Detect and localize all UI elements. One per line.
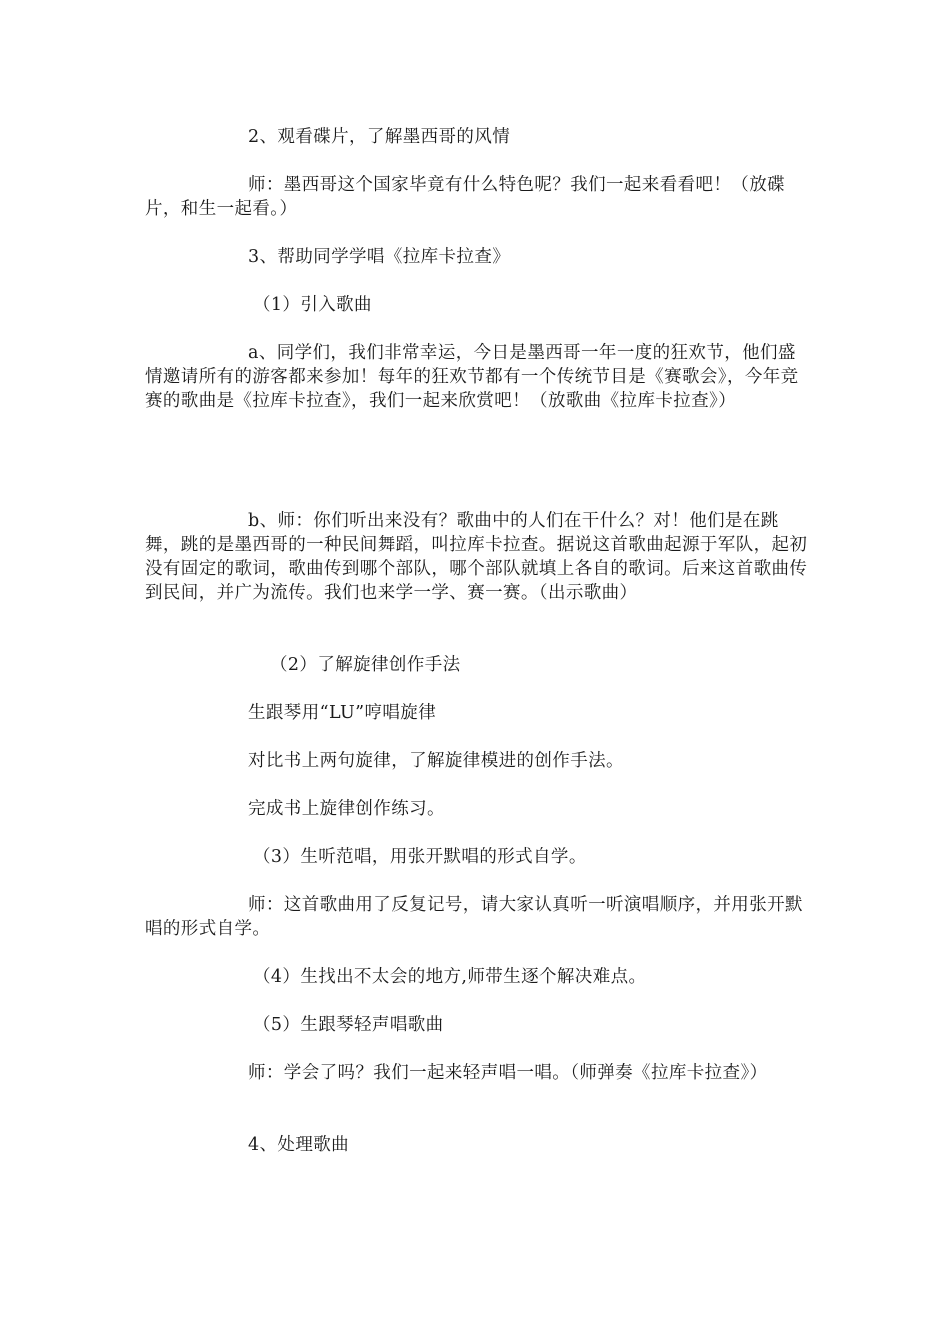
paragraph-step-3: （3）生听范唱，用张开默唱的形式自学。 <box>253 847 587 867</box>
paragraph-compare-melody: 对比书上两句旋律，了解旋律模进的创作手法。 <box>248 751 624 771</box>
paragraph-heading-2: 2、观看碟片，了解墨西哥的风情 <box>248 127 511 147</box>
paragraph-heading-3: 3、帮助同学学唱《拉库卡拉查》 <box>248 247 511 267</box>
paragraph-step-5: （5）生跟琴轻声唱歌曲 <box>253 1015 444 1035</box>
paragraph-part-a: a、同学们，我们非常幸运，今日是墨西哥一年一度的狂欢节，他们盛情邀请所有的游客都来参加！每年的狂欢节都有一个传统节目是《赛歌会》，今年竞赛的歌曲是《拉库卡拉查》，我们一起来欣赏吧！（放歌曲《拉库卡拉查》） <box>145 343 799 411</box>
paragraph-teacher-intro: 师：墨西哥这个国家毕竟有什么特色呢？我们一起来看看吧！（放碟片，和生一起看。） <box>145 175 785 219</box>
paragraph-step-2: （2）了解旋律创作手法 <box>270 655 461 675</box>
paragraph-sing-softly: 师：学会了吗？我们一起来轻声唱一唱。（师弹奏《拉库卡拉查》） <box>248 1063 768 1083</box>
paragraph-hum-melody: 生跟琴用“LU”哼唱旋律 <box>248 703 437 723</box>
paragraph-step-1: （1）引入歌曲 <box>253 295 372 315</box>
paragraph-repeat-sign: 师：这首歌曲用了反复记号，请大家认真听一听演唱顺序，并用张开默唱的形式自学。 <box>145 895 803 939</box>
paragraph-step-4: （4）生找出不太会的地方,师带生逐个解决难点。 <box>253 967 647 987</box>
paragraph-exercise: 完成书上旋律创作练习。 <box>248 799 445 819</box>
paragraph-part-b: b、师：你们听出来没有？歌曲中的人们在干什么？对！他们是在跳舞，跳的是墨西哥的一种民间舞蹈，叫拉库卡拉查。据说这首歌曲起源于军队，起初没有固定的歌词，歌曲传到哪个部队，哪个部队就填上各自的歌词。后来这首歌曲传到民间，并广为流传。我们也来学一学、赛一赛。（出示歌曲） <box>145 511 808 603</box>
paragraph-heading-4: 4、处理歌曲 <box>248 1135 350 1155</box>
